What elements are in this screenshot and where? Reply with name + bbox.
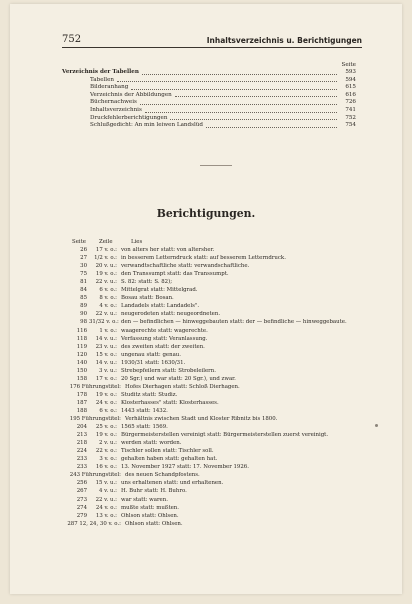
correction-text: H. Buhr statt: H. Buhro. [121, 488, 187, 495]
correction-text: 1565 statt: 1569. [121, 424, 168, 431]
correction-row [62, 439, 374, 447]
table-of-contents [62, 62, 362, 130]
correction-line: 19 v. o.: [95, 391, 117, 398]
correction-page: 116 [76, 327, 87, 334]
toc-entry-page: 754 [345, 122, 356, 129]
correction-page: 273 [76, 496, 87, 503]
toc-entry-page: 615 [345, 84, 356, 91]
correction-row [62, 479, 374, 487]
correction-row [62, 262, 374, 270]
correction-page: 30 [80, 263, 87, 270]
correction-text: Strebepfeilern statt: Strobeleilern. [121, 367, 216, 374]
correction-text: gehalten haben statt: gehalten hat. [121, 456, 218, 463]
toc-entry [62, 115, 362, 123]
correction-page: 81 [80, 279, 87, 286]
correction-row [62, 343, 374, 351]
correction-page: 90 [80, 311, 87, 318]
toc-entry-label: Tabellen [90, 76, 115, 83]
correction-page: 84 [80, 287, 87, 294]
correction-row [62, 383, 374, 391]
correction-text: Bürgermeisterstellen vereinigt statt: Bürgermeisterstellen zuerst vereinigt. [121, 432, 329, 439]
correction-row [62, 447, 374, 455]
correction-text: Klosterhasses" statt: Klosterhasses. [121, 399, 219, 406]
toc-entry [62, 69, 362, 77]
toc-entry [62, 84, 362, 92]
toc-entry [62, 107, 362, 115]
correction-location: 176 Führungstitel: [69, 383, 121, 390]
correction-text: 20 Sgr.) und war statt: 20 Sgr.), und zwar. [121, 375, 236, 382]
correction-row [62, 327, 374, 335]
correction-line: 15 v. u.: [95, 480, 117, 487]
correction-page: 256 [76, 480, 87, 487]
correction-row [62, 512, 374, 520]
correction-row [62, 463, 374, 471]
correction-text: Landadels statt: Landadels". [121, 303, 200, 310]
correction-text: Tischler sollen statt: Tischler soll. [121, 448, 214, 455]
correction-page: 267 [76, 488, 87, 495]
correction-text: verwandtschaftliche statt: verwandschaftliche. [121, 263, 250, 270]
correction-line: 3 v. o.: [99, 456, 117, 463]
correction-line: 25 v. o.: [95, 424, 117, 431]
document-page [10, 4, 402, 594]
toc-entry-page: 726 [345, 99, 356, 106]
correction-text: von alters her statt: von altersher. [121, 247, 215, 254]
correction-line: 4 v. o.: [99, 303, 117, 310]
correction-row [62, 471, 374, 479]
correction-text: Verhältnis zwischen Stadt und Kloster Ribnitz bis 1800. [125, 416, 278, 423]
page-header [62, 34, 362, 48]
correction-row [62, 391, 374, 399]
correction-line: 24 v. o.: [95, 399, 117, 406]
correction-line: 22 v. u.: [95, 279, 117, 286]
correction-text: den Transsumpt statt: das Transsumpt. [121, 271, 229, 278]
correction-page: 213 [76, 432, 87, 439]
correction-line: 31/32 v. o.: [89, 319, 119, 326]
header-seite: Seite [72, 239, 86, 245]
toc-entry-page: 741 [345, 106, 356, 113]
correction-line: 6 v. o.: [99, 407, 117, 414]
paper-spot [375, 424, 378, 427]
correction-line: 3 v. u.: [99, 367, 117, 374]
toc-leader-dots [140, 104, 337, 105]
toc-entry-label: Verzeichnis der Abbildungen [90, 91, 172, 98]
correction-line: 17 v. o.: [95, 375, 117, 382]
correction-line: 13 v. o.: [95, 512, 117, 519]
correction-text: Ohlson statt: Ohlsen. [125, 520, 183, 527]
toc-entry-label: Schlußgedicht: An min leiwen Landslüd [90, 122, 203, 129]
correction-text: Hofes Dierhagen statt: Schloß Dierhagen. [125, 383, 240, 390]
correction-row [62, 407, 374, 415]
correction-line: 8 v. o.: [99, 295, 117, 302]
correction-line: 1/2 v. o.: [94, 255, 117, 262]
correction-text: den — befindlichen — hinweggebauten statt: der — befindliche — hinweggebaute. [121, 319, 347, 326]
correction-line: 22 v. o.: [95, 448, 117, 455]
correction-text: mußte statt: mußten. [121, 504, 179, 511]
correction-line: 19 v. o.: [95, 271, 117, 278]
correction-page: 140 [76, 359, 87, 366]
correction-page: 85 [80, 295, 87, 302]
toc-entry-page: 594 [345, 76, 356, 83]
correction-line: 22 v. u.: [95, 311, 117, 318]
correction-page: 279 [76, 512, 87, 519]
toc-column-label: Seite [341, 62, 356, 68]
correction-page: 120 [76, 351, 87, 358]
correction-page: 158 [76, 375, 87, 382]
correction-row [62, 375, 374, 383]
correction-location: 243 Führungstitel: [69, 472, 121, 479]
corrections-header-row [62, 238, 374, 246]
correction-text: Mittelgrat statt: Mittelgrad. [121, 287, 198, 294]
toc-leader-dots [206, 127, 337, 128]
correction-row [62, 351, 374, 359]
correction-page: 27 [80, 255, 87, 262]
header-lies: Lies [131, 239, 143, 245]
correction-page: 218 [76, 440, 87, 447]
correction-row [62, 496, 374, 504]
toc-entry-label: Inhaltsverzeichnis [90, 106, 142, 113]
correction-page: 187 [76, 399, 87, 406]
correction-page: 224 [76, 448, 87, 455]
toc-leader-dots [117, 81, 337, 82]
correction-text: ungenau statt: genau. [121, 351, 181, 358]
correction-line: 19 v. o.: [95, 432, 117, 439]
toc-leader-dots [142, 74, 337, 75]
correction-text: neugerodeten statt: neugeordneten. [121, 311, 221, 318]
correction-text: S. 82: statt: S. 82); [121, 279, 173, 286]
correction-text: des neuen Schandpfostens. [125, 472, 200, 479]
correction-row [62, 367, 374, 375]
correction-line: 1 v. o.: [99, 327, 117, 334]
correction-text: uns erhaltenen statt: und erhaltenen. [121, 480, 224, 487]
correction-text: 1443 statt: 1432. [121, 407, 168, 414]
correction-line: 16 v. o.: [95, 464, 117, 471]
correction-location: 195 Führungstitel: [69, 416, 121, 423]
correction-row [62, 278, 374, 286]
correction-page: 188 [76, 407, 87, 414]
correction-text: Verfassung statt: Veranlassung. [121, 335, 208, 342]
correction-line: 4 v. u.: [99, 488, 117, 495]
correction-line: 20 v. u.: [95, 263, 117, 270]
correction-row [62, 455, 374, 463]
page-number: 752 [62, 34, 82, 45]
toc-entry-page: 593 [345, 69, 356, 75]
correction-row [62, 254, 374, 262]
correction-row [62, 359, 374, 367]
toc-entry-label: Bilderanhang [90, 84, 129, 91]
correction-page: 150 [76, 367, 87, 374]
correction-text: Ohlson statt: Ohlsen. [121, 512, 179, 519]
correction-page: 233 [76, 456, 87, 463]
running-title: Inhaltsverzeichnis u. Berichtigungen [206, 36, 362, 45]
correction-row [62, 520, 374, 528]
correction-row [62, 415, 374, 423]
correction-row [62, 399, 374, 407]
toc-entry-label: Druckfehlerberichtigungen [90, 114, 168, 121]
correction-text: Bosau statt: Bosan. [121, 295, 174, 302]
correction-text: werden statt: worden. [121, 440, 182, 447]
correction-row [62, 487, 374, 495]
correction-line: 6 v. o.: [99, 287, 117, 294]
correction-page: 233 [76, 464, 87, 471]
toc-leader-dots [131, 89, 337, 90]
header-zeile: Zeile [99, 239, 113, 245]
correction-page: 98 [80, 319, 87, 326]
correction-row [62, 423, 374, 431]
toc-entry-label: Büchernachweis [90, 99, 137, 106]
toc-leader-dots [145, 112, 337, 113]
correction-text: des zweiten statt: der zweiten. [121, 343, 205, 350]
correction-text: 1930/31 statt: 1630/31. [121, 359, 186, 366]
correction-row [62, 431, 374, 439]
corrections-table [62, 238, 374, 528]
correction-text: war statt: waren. [121, 496, 168, 503]
correction-line: 23 v. u.: [95, 343, 117, 350]
correction-page: 26 [80, 247, 87, 254]
correction-line: 14 v. u.: [95, 335, 117, 342]
correction-text: 13. November 1927 statt: 17. November 1926. [121, 464, 249, 471]
section-divider [200, 165, 232, 166]
toc-leader-dots [175, 96, 337, 97]
correction-page: 119 [76, 343, 87, 350]
correction-row [62, 270, 374, 278]
toc-entry [62, 77, 362, 85]
toc-entry-label: Verzeichnis der Tabellen [62, 69, 139, 75]
correction-page: 178 [76, 391, 87, 398]
correction-row [62, 504, 374, 512]
correction-location: 287 12, 24, 30 v. o.: [67, 520, 121, 527]
correction-line: 24 v. o.: [95, 504, 117, 511]
correction-text: in besserem Letterndruck statt: auf besserem Letterndruck. [121, 255, 286, 262]
correction-row [62, 246, 374, 254]
toc-entry [62, 92, 362, 100]
corrections-title: Berichtigungen. [156, 207, 256, 220]
correction-line: 17 v. o.: [95, 247, 117, 254]
correction-text: waagerechte statt: wagerechte. [121, 327, 208, 334]
correction-row [62, 294, 374, 302]
correction-page: 75 [80, 271, 87, 278]
correction-page: 274 [76, 504, 87, 511]
correction-line: 15 v. o.: [95, 351, 117, 358]
correction-row [62, 310, 374, 318]
toc-entry [62, 99, 362, 107]
toc-entry-page: 752 [345, 114, 356, 121]
toc-leader-dots [170, 119, 337, 120]
toc-entry-page: 616 [345, 91, 356, 98]
correction-row [62, 286, 374, 294]
correction-page: 204 [76, 424, 87, 431]
correction-row [62, 302, 374, 310]
correction-row [62, 318, 374, 326]
correction-page: 89 [80, 303, 87, 310]
correction-page: 118 [76, 335, 87, 342]
correction-line: 2 v. u.: [99, 440, 117, 447]
correction-text: Studitz statt: Studiz. [121, 391, 178, 398]
correction-line: 22 v. u.: [95, 496, 117, 503]
toc-entry [62, 122, 362, 130]
correction-row [62, 335, 374, 343]
correction-line: 14 v. u.: [95, 359, 117, 366]
